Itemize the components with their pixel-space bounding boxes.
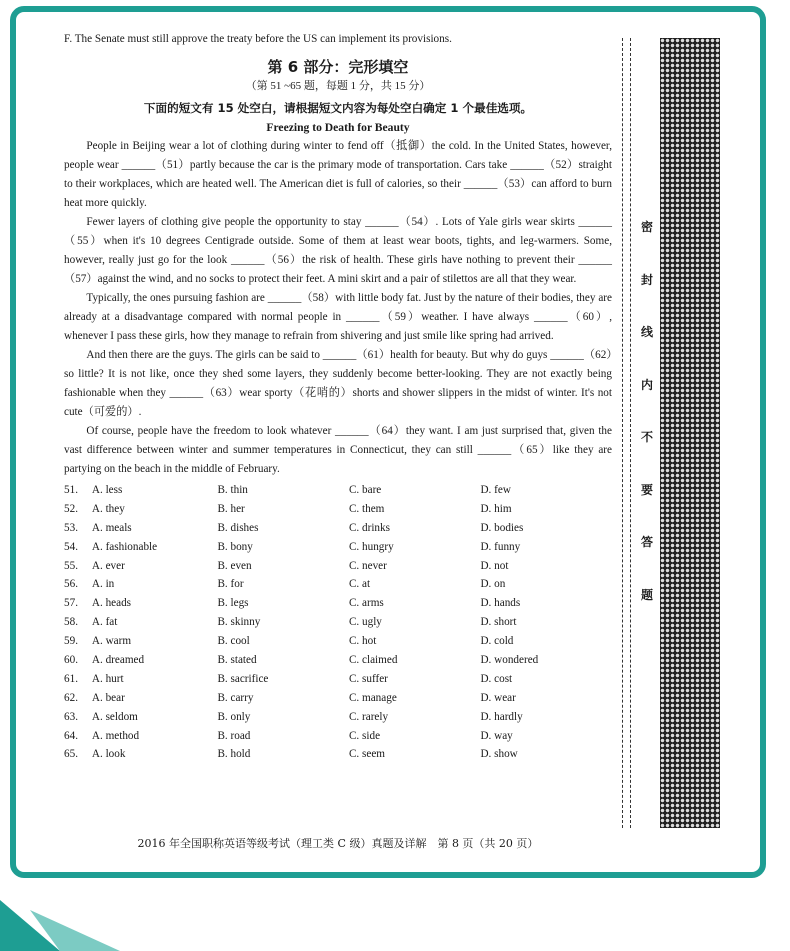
passage-body — [64, 137, 612, 479]
seal-char: 线 — [640, 325, 653, 339]
question-number: 53. — [64, 521, 78, 534]
option-a: A. they — [91, 502, 125, 515]
question-number: 55. — [64, 559, 78, 572]
option-a: A. fashionable — [91, 540, 158, 553]
passage-paragraph: Typically, the ones pursuing fashion are ______（58）with little body fat. Just by the nature of their bodies, they are already at a disadvantage compared with normal people in ______（59）weather. I have always ______（60）, whenever I pass these girls, how they manage to refrain from shivering and just smile like spring had arrived. — [64, 292, 612, 342]
option-a: A. method — [91, 729, 140, 742]
seal-char: 内 — [640, 377, 653, 392]
section-title: 第 6 部分：完形填空 — [267, 58, 409, 76]
passage-paragraph: Of course, people have the freedom to look whatever ______（64）they want. I am just surprised that, given the vast difference between winter and summer temperatures in Connecticut, they can still ______（65）like they are partying on the beach in the middle of February. — [64, 425, 612, 475]
option-d: D. him — [480, 502, 512, 515]
option-row — [64, 575, 612, 594]
seal-char: 密 — [640, 220, 653, 234]
option-b: B. even — [217, 559, 252, 572]
option-row — [64, 708, 612, 727]
option-d: D. on — [480, 578, 506, 591]
option-row — [64, 519, 612, 538]
option-d: D. way — [480, 729, 513, 742]
option-b: B. legs — [217, 597, 249, 610]
instruction: 下面的短文有 15 处空白，请根据短文内容为每处空白确定 1 个最佳选项。 — [143, 101, 533, 115]
option-a: A. ever — [91, 559, 125, 572]
option-b: B. carry — [217, 691, 254, 704]
option-a: A. heads — [91, 597, 132, 610]
option-d: D. wear — [480, 691, 516, 704]
option-row — [64, 613, 612, 632]
option-a: A. dreamed — [91, 654, 145, 667]
option-d: D. not — [480, 559, 509, 572]
option-c: C. hungry — [348, 540, 394, 553]
section-subtitle: （第 51 ~65 题，每题 1 分，共 15 分） — [245, 80, 431, 92]
option-b: B. road — [217, 729, 251, 742]
seal-line — [622, 38, 623, 828]
option-a: A. look — [91, 748, 126, 761]
option-d: D. few — [480, 484, 511, 496]
passage-paragraph: Fewer layers of clothing give people the opportunity to stay ______（54）. Lots of Yale girls wear skirts ______（55）when it's 10 degrees Centigrade outside. Some of them at least wear boots, tights, and leg-warmers. Some, however, really just go for the look ______（56）the risk of health. These girls have nothing to prevent their ______（57）against the wind, and no socks to protect their feet. A mini skirt and a pair of stilettos are all that they wear. — [64, 216, 612, 285]
seal-char: 题 — [640, 587, 653, 602]
option-d: D. short — [480, 616, 517, 629]
page-footer: 2016 年全国职称英语等级考试（理工类 C 级）真题及详解 第 8 页（共 20 页） — [137, 837, 539, 850]
options-list — [64, 481, 612, 764]
option-b: B. hold — [217, 748, 251, 761]
option-b: B. only — [217, 710, 251, 723]
option-b: B. for — [217, 578, 244, 591]
option-a: A. seldom — [91, 710, 138, 723]
option-c: C. hot — [348, 635, 377, 648]
binding-pattern — [660, 38, 720, 828]
question-number: 52. — [64, 502, 78, 515]
corner-decoration — [0, 880, 790, 951]
option-row — [64, 594, 612, 613]
option-c: C. arms — [348, 597, 384, 610]
option-b: B. cool — [217, 635, 250, 648]
option-c: C. suffer — [348, 672, 388, 685]
option-c: C. rarely — [348, 710, 389, 723]
option-c: C. seem — [348, 748, 385, 761]
question-number: 54. — [64, 540, 78, 553]
option-a: A. warm — [91, 635, 132, 648]
question-number: 58. — [64, 616, 78, 629]
option-row — [64, 727, 612, 746]
option-c: C. bare — [348, 484, 382, 496]
option-b: B. bony — [217, 540, 253, 553]
option-c: C. drinks — [348, 521, 390, 534]
option-row — [64, 557, 612, 576]
passage-paragraph: And then there are the guys. The girls can be said to ______（61）health for beauty. But why do guys ______（62）so little? It is not like, once they shed some layers, they suddenly become better-looking. They are not exactly being fashionable when they ______（63）wear sporty（花哨的）shorts and shower slippers in the midst of winter. It's not cute（可爱的）. — [64, 349, 612, 418]
question-number: 65. — [64, 748, 78, 761]
option-d: D. bodies — [480, 521, 524, 534]
passage-paragraph: People in Beijing wear a lot of clothing during winter to fend off（抵御）the cold. In the United States, however, people wear ______（51）partly because the car is the primary mode of transportation. Cars take ______（52）straight to their workplaces, which are heated well. The American diet is full of calories, so their ______（53）can afford to burn heat more quickly. — [64, 140, 612, 209]
question-number: 64. — [64, 729, 78, 742]
seal-char: 封 — [640, 272, 653, 287]
option-b: B. sacrifice — [217, 672, 269, 685]
option-d: D. cost — [480, 672, 513, 685]
option-row — [64, 689, 612, 708]
option-d: D. hands — [480, 597, 521, 610]
seal-char: 不 — [640, 430, 653, 444]
option-b: B. dishes — [217, 521, 259, 534]
question-number: 57. — [64, 597, 78, 610]
option-b: B. her — [217, 502, 245, 515]
option-d: D. hardly — [480, 710, 523, 723]
option-b: B. skinny — [217, 616, 261, 629]
option-d: D. wondered — [480, 654, 539, 667]
previous-option-line: F. The Senate must still approve the treaty before the US can implement its provisions. — [64, 33, 452, 45]
option-c: C. ugly — [348, 616, 382, 629]
option-c: C. never — [348, 559, 387, 572]
question-number: 59. — [64, 635, 78, 648]
option-row — [64, 651, 612, 670]
seal-notice — [638, 218, 656, 638]
page-content — [64, 30, 612, 764]
question-number: 63. — [64, 710, 78, 723]
option-d: D. cold — [480, 635, 514, 648]
option-c: C. at — [348, 578, 371, 591]
question-number: 62. — [64, 691, 78, 704]
option-a: A. fat — [91, 616, 118, 629]
question-number: 60. — [64, 654, 78, 667]
seal-char: 答 — [640, 535, 653, 549]
seal-char: 要 — [640, 482, 653, 497]
option-b: B. thin — [217, 484, 248, 496]
option-row — [64, 745, 612, 764]
option-row — [64, 481, 612, 500]
option-a: A. hurt — [91, 672, 124, 685]
option-c: C. manage — [348, 691, 397, 704]
question-number: 51. — [64, 484, 78, 496]
passage-title: Freezing to Death for Beauty — [266, 121, 410, 134]
option-c: C. claimed — [348, 654, 398, 667]
option-row — [64, 538, 612, 557]
option-row — [64, 632, 612, 651]
option-row — [64, 500, 612, 519]
option-row — [64, 670, 612, 689]
option-d: D. funny — [480, 540, 521, 553]
option-c: C. them — [348, 502, 385, 515]
option-a: A. in — [91, 578, 115, 591]
option-a: A. meals — [91, 521, 132, 534]
question-number: 61. — [64, 672, 78, 685]
option-a: A. less — [91, 484, 123, 496]
option-b: B. stated — [217, 654, 257, 667]
question-number: 56. — [64, 578, 78, 591]
option-c: C. side — [348, 729, 381, 742]
option-a: A. bear — [91, 691, 125, 704]
seal-line-inner — [630, 38, 631, 828]
option-d: D. show — [480, 748, 518, 761]
